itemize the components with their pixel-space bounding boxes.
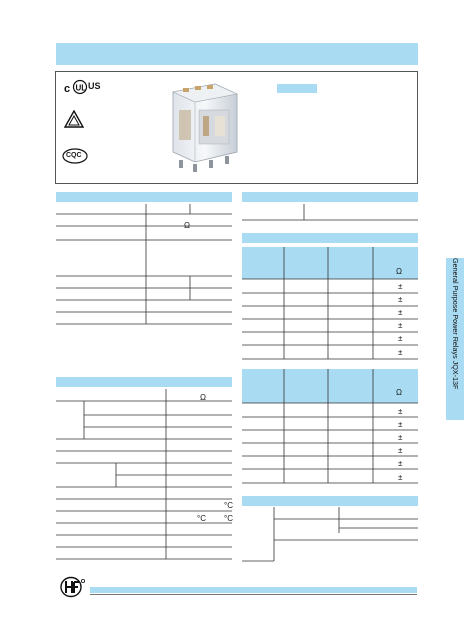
side-category-text: General Purpose Power Relays JQX-13F [451, 258, 460, 390]
insulation-resistance-unit: Ω [200, 393, 206, 402]
coil-data-dc-table [242, 247, 418, 365]
side-category-tab [446, 258, 464, 420]
coil-dc-tolerance-1: ± [398, 282, 403, 291]
coil-ac-resistance-unit: Ω [396, 388, 402, 397]
cqc-label: CQC [66, 152, 82, 159]
coil-dc-tolerance-3: ± [398, 308, 403, 317]
coil-header [242, 192, 418, 202]
contact-resistance-unit: Ω [184, 221, 190, 230]
coil-data-dc-header [242, 233, 418, 243]
characteristics-header [56, 377, 232, 387]
coil-ac-tolerance-1: ± [398, 407, 403, 416]
temp-unit-3: °C [224, 514, 233, 523]
safety-approval-table [242, 507, 418, 563]
footer-bar [90, 587, 417, 593]
coil-ac-tolerance-6: ± [398, 473, 403, 482]
coil-data-ac-table [242, 369, 418, 487]
coil-ac-tolerance-2: ± [398, 420, 403, 429]
contact-data-header [56, 192, 232, 202]
coil-dc-tolerance-5: ± [398, 334, 403, 343]
coil-dc-tolerance-6: ± [398, 348, 403, 357]
temp-unit-1: °C [224, 501, 233, 510]
ul-us-label: US [88, 81, 101, 91]
title-banner [56, 43, 418, 65]
svg-text:c: c [64, 83, 71, 95]
coil-ac-tolerance-3: ± [398, 433, 403, 442]
characteristics-table [56, 389, 232, 564]
triangle-cert-icon [64, 110, 84, 133]
coil-ac-tolerance-4: ± [398, 446, 403, 455]
model-label-bar [277, 84, 317, 93]
footer-rule [90, 594, 417, 595]
coil-table [242, 204, 418, 224]
svg-text:UL: UL [75, 83, 87, 93]
relay-image [165, 80, 243, 172]
coil-dc-tolerance-4: ± [398, 321, 403, 330]
coil-dc-resistance-unit: Ω [396, 267, 402, 276]
safety-approval-header [242, 496, 418, 506]
temp-unit-2: °C [197, 514, 206, 523]
coil-ac-tolerance-5: ± [398, 459, 403, 468]
hf-logo [60, 576, 86, 603]
contact-data-table [56, 204, 232, 329]
coil-dc-tolerance-2: ± [398, 295, 403, 304]
